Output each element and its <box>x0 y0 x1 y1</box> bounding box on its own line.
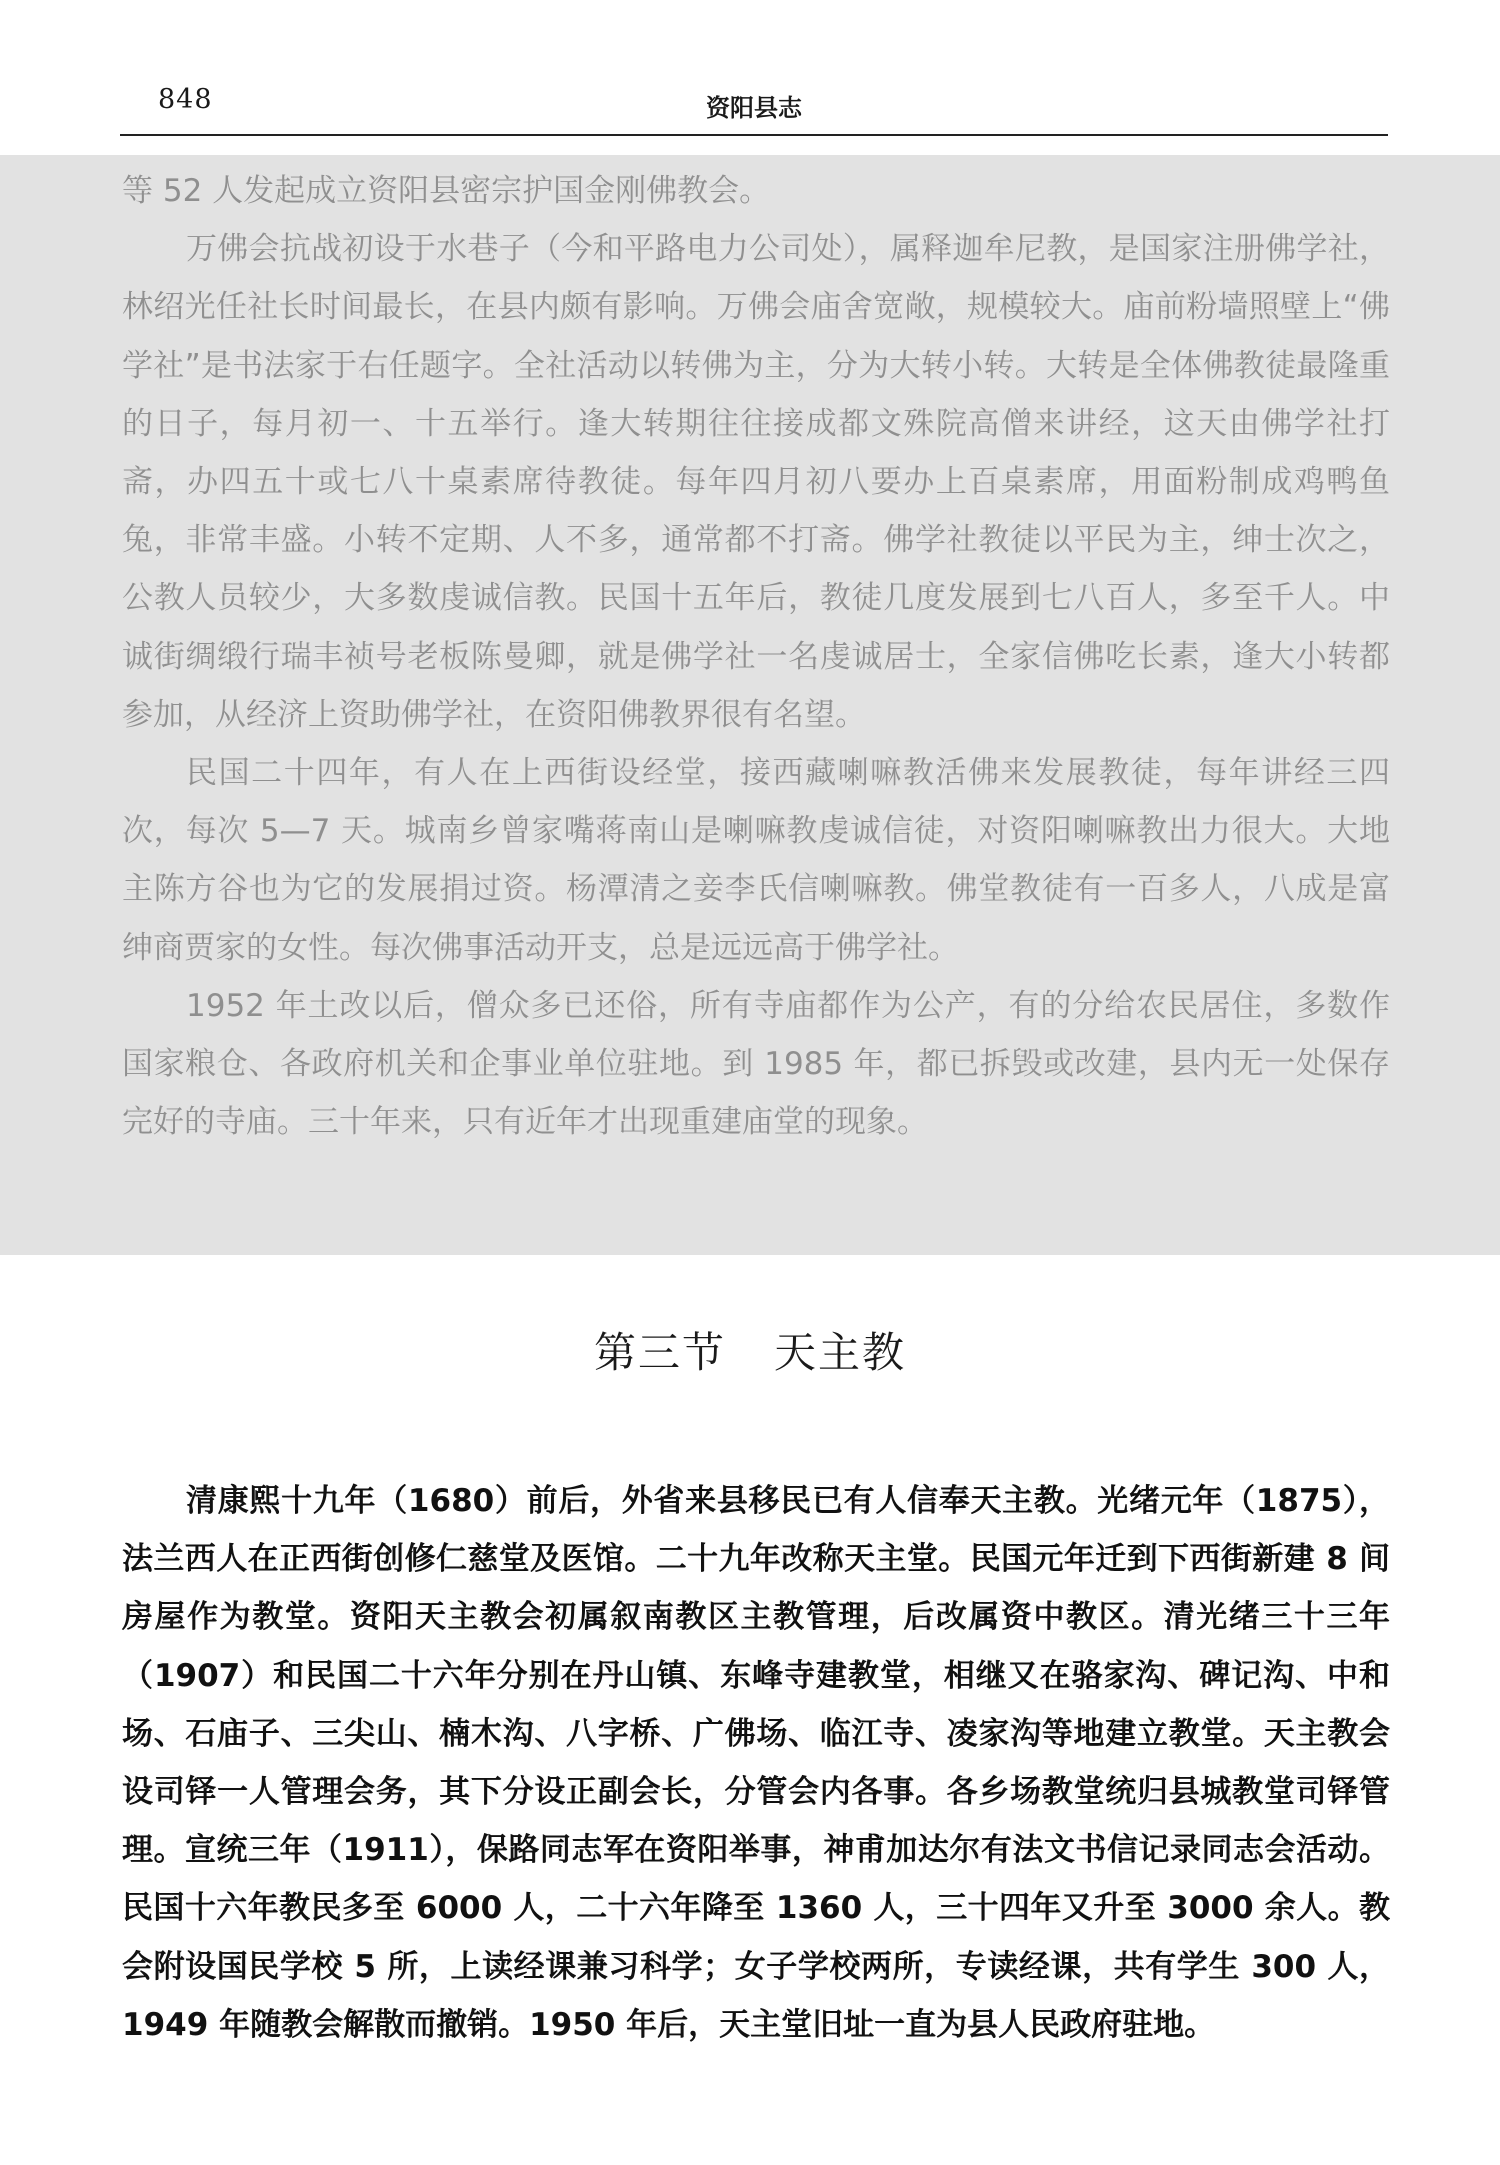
section-title: 天主教 <box>774 1328 907 1377</box>
section-heading <box>0 1320 1500 1380</box>
section-number: 第三节 <box>593 1328 726 1377</box>
header-rule <box>120 134 1388 136</box>
section-body-text <box>122 1472 1390 2054</box>
previous-section-text <box>122 162 1390 1151</box>
paragraph: 1952 年土改以后，僧众多已还俗，所有寺庙都作为公产，有的分给农民居住，多数作国家粮仓、各政府机关和企事业单位驻地。到 1985 年，都已拆毁或改建，县内无一处保存完好的寺庙。三十年来，只有近年才出现重建庙堂的现象。 <box>122 987 1390 1141</box>
paragraph: 等 52 人发起成立资阳县密宗护国金刚佛教会。 <box>122 173 771 209</box>
paragraph: 万佛会抗战初设于水巷子（今和平路电力公司处），属释迦牟尼教，是国家注册佛学社，林绍光任社长时间最长，在县内颇有影响。万佛会庙舍宽敞，规模较大。庙前粉墙照壁上“佛学社”是书法家于右任题字。全社活动以转佛为主，分为大转小转。大转是全体佛教徒最隆重的日子，每月初一、十五举行。逢大转期往往接成都文殊院高僧来讲经，这天由佛学社打斋，办四五十或七八十桌素席待教徒。每年四月初八要办上百桌素席，用面粉制成鸡鸭鱼兔，非常丰盛。小转不定期、人不多，通常都不打斋。佛学社教徒以平民为主，绅士次之，公教人员较少，大多数虔诚信教。民国十五年后，教徒几度发展到七八百人，多至千人。中诚街绸缎行瑞丰祯号老板陈曼卿，就是佛学社一名虔诚居士，全家信佛吃长素，逢大小转都参加，从经济上资助佛学社，在资阳佛教界很有名望。 <box>122 231 1390 733</box>
running-title: 资阳县志 <box>706 94 802 122</box>
paragraph: 清康熙十九年（1680）前后，外省来县移民已有人信奉天主教。光绪元年（1875），法兰西人在正西街创修仁慈堂及医馆。二十九年改称天主堂。民国元年迁到下西街新建 8 间房屋作为教堂。资阳天主教会初属叙南教区主教管理，后改属资中教区。清光绪三十三年（1907）和民国二十六年分别在丹山镇、东峰寺建教堂，相继又在骆家沟、碑记沟、中和场、石庙子、三尖山、楠木沟、八字桥、广佛场、临江寺、凌家沟等地建立教堂。天主教会设司铎一人管理会务，其下分设正副会长，分管会内各事。各乡场教堂统归县城教堂司铎管理。宣统三年（1911），保路同志军在资阳举事，神甫加达尔有法文书信记录同志会活动。民国十六年教民多至 6000 人，二十六年降至 1360 人，三十四年又升至 3000 余人。教会附设国民学校 5 所，上读经课兼习科学；女子学校两所，专读经课，共有学生 300 人，1949 年随教会解散而撤销。1950 年后，天主堂旧址一直为县人民政府驻地。 <box>122 1483 1390 2043</box>
page-header <box>120 78 1388 138</box>
paragraph: 民国二十四年，有人在上西街设经堂，接西藏喇嘛教活佛来发展教徒，每年讲经三四次，每次 5—7 天。城南乡曾家嘴蒋南山是喇嘛教虔诚信徒，对资阳喇嘛教出力很大。大地主陈方谷也为它的发展捐过资。杨潭清之妾李氏信喇嘛教。佛堂教徒有一百多人，八成是富绅商贾家的女性。每次佛事活动开支，总是远远高于佛学社。 <box>122 755 1390 966</box>
page-number: 848 <box>158 84 213 115</box>
